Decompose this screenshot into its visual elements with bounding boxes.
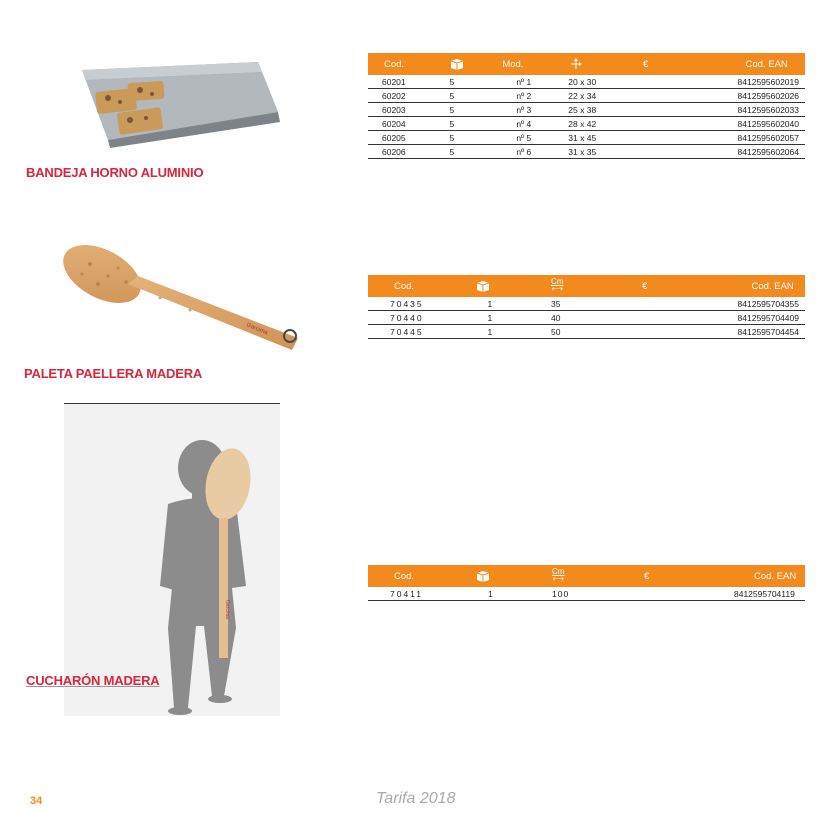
page-number: 34 — [30, 795, 43, 807]
spec-table-paella-paddle — [368, 275, 805, 339]
product-title-ladle: CUCHARÓN MADERA — [26, 673, 160, 688]
cell-price — [637, 145, 698, 159]
cell-qty: 5 — [444, 103, 497, 117]
cell-size: 20 x 30 — [552, 75, 637, 89]
cell-size: 28 x 42 — [552, 117, 637, 131]
header-cod: Cod. — [368, 565, 470, 587]
table-row — [368, 325, 805, 339]
cell-cod: 70440 — [368, 311, 470, 325]
cell-size: 31 x 45 — [552, 131, 637, 145]
header-price: € — [636, 275, 707, 297]
table-row — [368, 587, 805, 601]
cell-ean: 8412595704119 — [710, 587, 805, 601]
length-unit-label: Cm — [550, 277, 564, 286]
header-cod: Cod. — [368, 275, 470, 297]
cell-qty: 1 — [470, 297, 541, 311]
cell-qty: 5 — [444, 89, 497, 103]
box-icon — [476, 280, 490, 292]
dimensions-icon — [570, 58, 582, 70]
cell-cod: 60202 — [368, 89, 444, 103]
svg-text:Garcima: Garcima — [224, 600, 230, 619]
cell-price — [637, 103, 698, 117]
table-row — [368, 145, 805, 159]
table-row — [368, 311, 805, 325]
catalog-title: Tarifa 2018 — [376, 790, 456, 807]
cell-price — [636, 325, 707, 339]
table-row — [368, 297, 805, 311]
cell-qty: 5 — [444, 75, 497, 89]
header-price: € — [637, 53, 698, 75]
spec-table-ladle — [368, 565, 805, 601]
header-ean: Cod. EAN — [698, 53, 805, 75]
cell-mod: nº 3 — [496, 103, 552, 117]
cell-price — [637, 117, 698, 131]
product-image-oven-tray — [68, 52, 282, 148]
cell-qty: 1 — [470, 587, 542, 601]
cell-size: 22 x 34 — [552, 89, 637, 103]
ladle-silhouette-image — [64, 404, 280, 716]
cell-cod: 60203 — [368, 103, 444, 117]
header-length — [542, 565, 638, 587]
cell-length: 35 — [541, 297, 636, 311]
cell-ean: 8412595602026 — [698, 89, 805, 103]
cell-ean: 8412595704454 — [708, 325, 805, 339]
header-mod: Mod. — [496, 53, 552, 75]
product-title-oven-tray: BANDEJA HORNO ALUMINIO — [26, 165, 204, 180]
length-icon: Cm ⟷ — [550, 277, 564, 293]
cell-ean: 8412595602057 — [698, 131, 805, 145]
length-unit-label: Cm — [552, 567, 565, 576]
cell-price — [637, 89, 698, 103]
cell-price — [636, 311, 707, 325]
spec-table-oven-tray — [368, 53, 805, 159]
cell-price — [637, 75, 698, 89]
cell-mod: nº 2 — [496, 89, 552, 103]
cell-qty: 1 — [470, 311, 541, 325]
table-row — [368, 103, 805, 117]
length-icon: Cm ⟷ — [552, 567, 565, 583]
cell-mod: nº 5 — [496, 131, 552, 145]
header-dimensions-icon — [552, 53, 637, 75]
header-price: € — [638, 565, 710, 587]
product-image-paella-paddle — [40, 218, 360, 378]
cell-cod: 60204 — [368, 117, 444, 131]
table-row — [368, 131, 805, 145]
cell-ean: 8412595602040 — [698, 117, 805, 131]
cell-ean: 8412595602033 — [698, 103, 805, 117]
header-ean: Cod. EAN — [708, 275, 805, 297]
cell-mod: nº 6 — [496, 145, 552, 159]
cell-length: 50 — [541, 325, 636, 339]
cell-size: 25 x 38 — [552, 103, 637, 117]
svg-text:Garcima: Garcima — [245, 322, 269, 337]
cell-price — [638, 587, 710, 601]
box-icon — [450, 58, 464, 70]
oven-tray-image — [68, 52, 282, 148]
cell-ean: 8412595704409 — [708, 311, 805, 325]
cell-length: 40 — [541, 311, 636, 325]
cell-cod: 70435 — [368, 297, 470, 311]
table-row — [368, 117, 805, 131]
cell-ean: 8412595602019 — [698, 75, 805, 89]
cell-qty: 5 — [444, 145, 497, 159]
table-row — [368, 75, 805, 89]
table-header-row — [368, 275, 805, 297]
cell-cod: 60201 — [368, 75, 444, 89]
cell-cod: 60205 — [368, 131, 444, 145]
cell-ean: 8412595602064 — [698, 145, 805, 159]
cell-size: 31 x 35 — [552, 145, 637, 159]
cell-ean: 8412595704355 — [708, 297, 805, 311]
cell-qty: 5 — [444, 117, 497, 131]
paella-paddle-image — [40, 218, 360, 378]
cell-length: 100 — [542, 587, 638, 601]
table-header-row — [368, 565, 805, 587]
header-box-icon — [470, 565, 542, 587]
product-title-paella-paddle: PALETA PAELLERA MADERA — [24, 366, 203, 381]
cell-mod: nº 1 — [496, 75, 552, 89]
cell-qty: 1 — [470, 325, 541, 339]
cell-price — [637, 131, 698, 145]
cell-cod: 70445 — [368, 325, 470, 339]
cell-cod: 60206 — [368, 145, 444, 159]
header-length — [541, 275, 636, 297]
cell-qty: 5 — [444, 131, 497, 145]
box-icon — [476, 570, 490, 582]
cell-cod: 70411 — [368, 587, 470, 601]
table-header-row — [368, 53, 805, 75]
table-row — [368, 89, 805, 103]
product-image-ladle — [64, 404, 280, 716]
cell-price — [636, 297, 707, 311]
header-box-icon — [470, 275, 541, 297]
header-box-icon — [444, 53, 497, 75]
cell-mod: nº 4 — [496, 117, 552, 131]
header-cod: Cod. — [368, 53, 444, 75]
header-ean: Cod. EAN — [710, 565, 805, 587]
